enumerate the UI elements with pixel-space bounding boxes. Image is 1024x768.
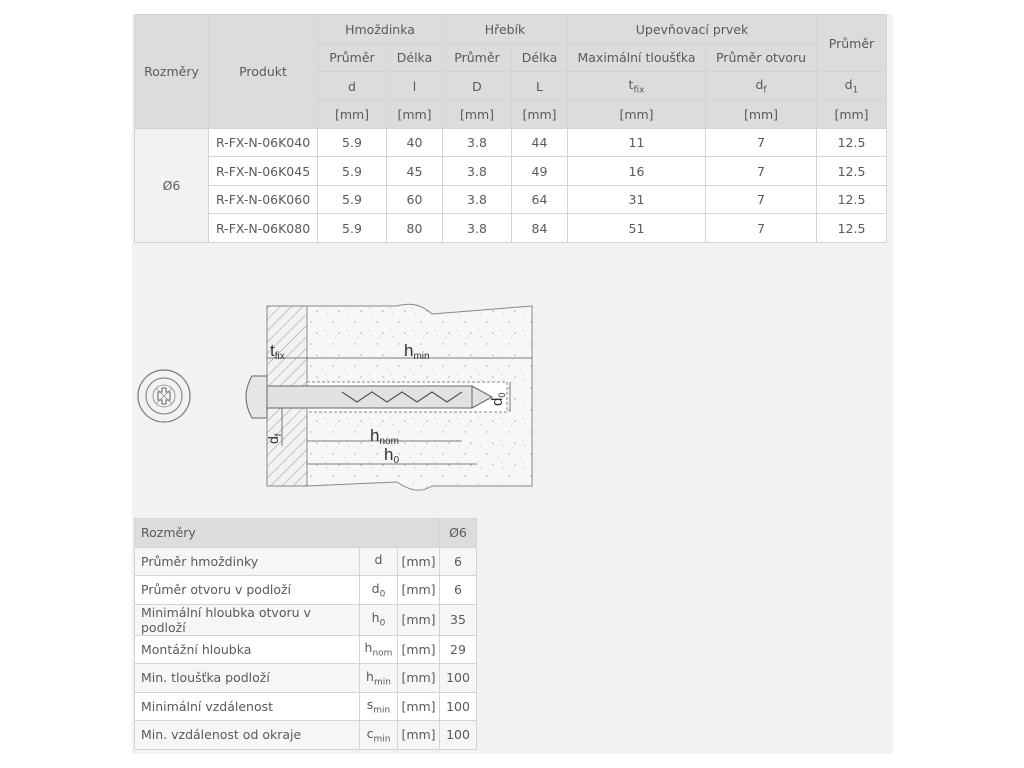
param-symbol: $h_{nom}$ [360, 635, 398, 664]
table-row [135, 604, 477, 635]
product-code: R-FX-N-06K045 [209, 157, 318, 186]
label-hmin: hmin [404, 341, 430, 362]
cell-d: 5.9 [318, 186, 387, 214]
install-header-label: Rozměry [135, 519, 440, 548]
unit-cell: [mm] [817, 101, 887, 129]
cell-df: 7 [706, 214, 817, 243]
param-value: 100 [440, 721, 477, 750]
header-upevnovaci: Upevňovací prvek [568, 15, 817, 44]
table-row [135, 129, 887, 157]
cell-D: 3.8 [443, 186, 512, 214]
label-d0: $d_0$ [489, 392, 507, 406]
unit-cell: [mm] [318, 101, 387, 129]
cell-d: 5.9 [318, 157, 387, 186]
symbol-df: $d_f$ [706, 72, 817, 101]
unit-cell: [mm] [706, 101, 817, 129]
cell-l: 40 [387, 129, 443, 157]
symbol-L: L [512, 72, 568, 101]
symbol-d1: $d_1$ [817, 72, 887, 101]
install-header-row [135, 519, 477, 548]
unit-cell: [mm] [568, 101, 706, 129]
cell-D: 3.8 [443, 157, 512, 186]
cell-df: 7 [706, 157, 817, 186]
param-symbol: $h_{min}$ [360, 664, 398, 693]
table-row [135, 547, 477, 576]
header-prumer-hmozdinka: Průměr [318, 44, 387, 72]
param-symbol: $s_{min}$ [360, 692, 398, 721]
header-max-tloustka: Maximální tloušťka [568, 44, 706, 72]
cell-tfix: 16 [568, 157, 706, 186]
label-df: $d_f$ [265, 433, 283, 444]
spec-table [134, 14, 887, 243]
cell-d1: 12.5 [817, 129, 887, 157]
param-label: Min. vzdálenost od okraje [135, 721, 360, 750]
table-row [135, 186, 887, 214]
param-value: 100 [440, 664, 477, 693]
param-label: Montážní hloubka [135, 635, 360, 664]
installation-drawing [132, 296, 542, 496]
cell-L: 44 [512, 129, 568, 157]
header-rozmery: Rozměry [135, 15, 209, 129]
param-symbol: $c_{min}$ [360, 721, 398, 750]
param-value: 6 [440, 576, 477, 605]
cell-tfix: 51 [568, 214, 706, 243]
table-row [135, 214, 887, 243]
cell-d1: 12.5 [817, 157, 887, 186]
cell-df: 7 [706, 186, 817, 214]
unit-cell: [mm] [443, 101, 512, 129]
cell-d: 5.9 [318, 129, 387, 157]
param-unit: [mm] [398, 547, 440, 576]
cell-d1: 12.5 [817, 214, 887, 243]
param-label: Minimální vzdálenost [135, 692, 360, 721]
product-code: R-FX-N-06K060 [209, 186, 318, 214]
cell-D: 3.8 [443, 214, 512, 243]
param-value: 29 [440, 635, 477, 664]
param-unit: [mm] [398, 664, 440, 693]
header-produkt: Produkt [209, 15, 318, 129]
symbol-d: d [318, 72, 387, 101]
param-unit: [mm] [398, 635, 440, 664]
param-label: Průměr otvoru v podloží [135, 576, 360, 605]
cell-L: 84 [512, 214, 568, 243]
param-label: Minimální hloubka otvoru v podloží [135, 604, 360, 635]
label-h0: h0 [384, 445, 400, 466]
param-symbol: $d_0$ [360, 576, 398, 605]
cell-d1: 12.5 [817, 186, 887, 214]
install-table [134, 518, 477, 750]
table-row [135, 157, 887, 186]
param-value: 35 [440, 604, 477, 635]
header-hmozdinka: Hmoždinka [318, 15, 443, 44]
param-symbol: $h_0$ [360, 604, 398, 635]
param-label: Min. tloušťka podloží [135, 664, 360, 693]
header-delka-hmozdinka: Délka [387, 44, 443, 72]
param-unit: [mm] [398, 604, 440, 635]
table-row [135, 635, 477, 664]
symbol-tfix: $t_{fix}$ [568, 72, 706, 101]
param-value: 6 [440, 547, 477, 576]
cell-D: 3.8 [443, 129, 512, 157]
header-prumer-otvoru: Průměr otvoru [706, 44, 817, 72]
group-label: Ø6 [135, 129, 209, 243]
cell-df: 7 [706, 129, 817, 157]
param-symbol: d [360, 547, 398, 576]
table-row [135, 576, 477, 605]
header-hrebik: Hřebík [443, 15, 568, 44]
label-hnom: hnom [370, 426, 399, 447]
param-label: Průměr hmoždinky [135, 547, 360, 576]
product-code: R-FX-N-06K080 [209, 214, 318, 243]
cell-d: 5.9 [318, 214, 387, 243]
label-tfix: tfix [270, 341, 285, 362]
header-prumer: Průměr [817, 15, 887, 72]
cell-l: 45 [387, 157, 443, 186]
param-unit: [mm] [398, 721, 440, 750]
cell-tfix: 11 [568, 129, 706, 157]
table-row [135, 721, 477, 750]
cell-l: 60 [387, 186, 443, 214]
unit-cell: [mm] [387, 101, 443, 129]
param-unit: [mm] [398, 576, 440, 605]
table-row [135, 664, 477, 693]
cell-L: 49 [512, 157, 568, 186]
param-unit: [mm] [398, 692, 440, 721]
table-row [135, 692, 477, 721]
cell-tfix: 31 [568, 186, 706, 214]
header-delka-hrebik: Délka [512, 44, 568, 72]
header-prumer-hrebik: Průměr [443, 44, 512, 72]
param-value: 100 [440, 692, 477, 721]
symbol-l: l [387, 72, 443, 101]
symbol-D: D [443, 72, 512, 101]
install-header-value: Ø6 [440, 519, 477, 548]
cell-L: 64 [512, 186, 568, 214]
unit-cell: [mm] [512, 101, 568, 129]
product-code: R-FX-N-06K040 [209, 129, 318, 157]
cell-l: 80 [387, 214, 443, 243]
